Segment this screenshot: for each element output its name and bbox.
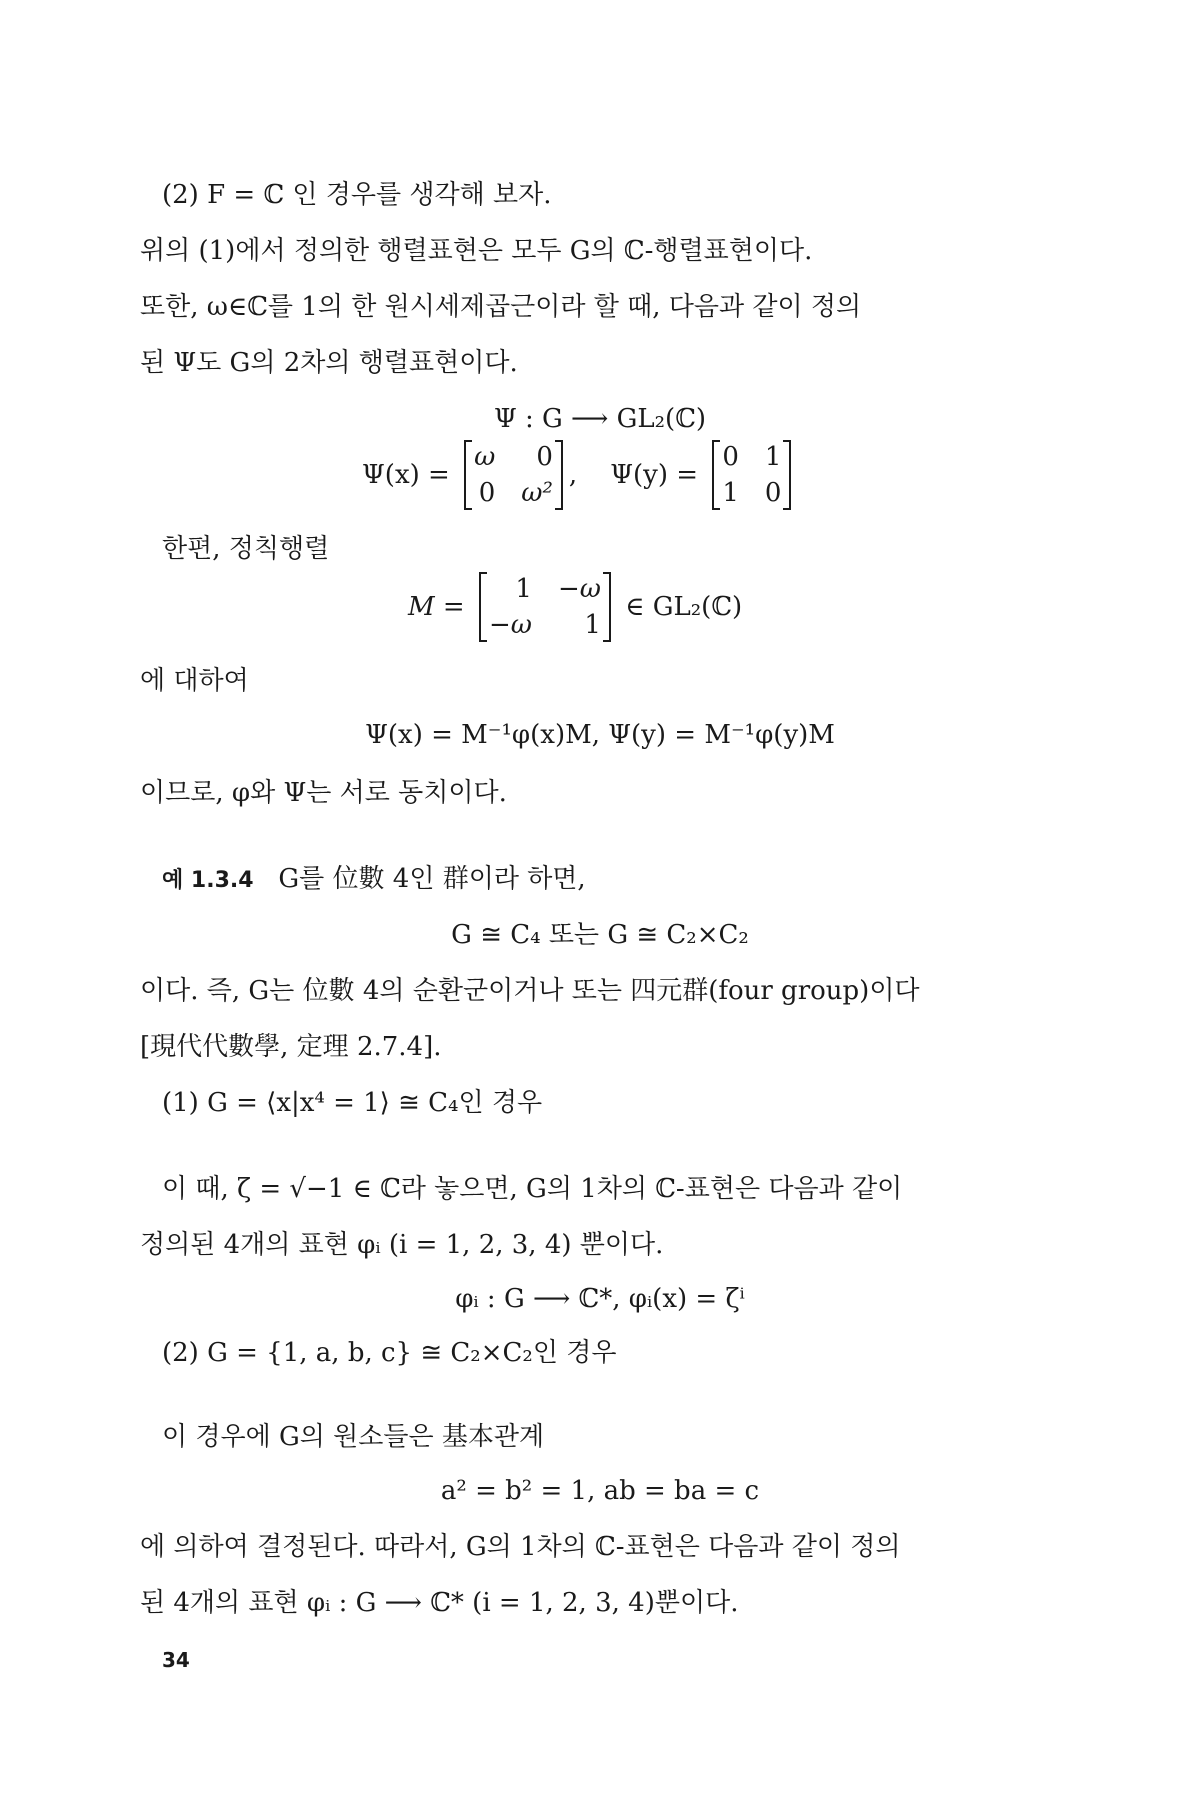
example-number: 예 1.3.4: [162, 868, 254, 893]
matrix-cell: 1: [722, 478, 739, 508]
matrix-psi-x: [464, 440, 563, 510]
matrix-cell: 0: [536, 442, 553, 472]
text-line: (2) G = {1, a, b, c} ≅ C₂×C₂인 경우: [162, 1338, 617, 1368]
text-line: 이므로, φ와 Ψ는 서로 동치이다.: [140, 778, 507, 808]
matrix-cell: 0: [722, 442, 739, 472]
matrix-cell: −ω: [488, 610, 532, 640]
matrix-cell: ω: [474, 442, 496, 472]
matrix-cell: 0: [764, 478, 782, 508]
equation-group-iso: G ≅ C₄ 또는 G ≅ C₂×C₂: [451, 920, 749, 950]
text-line: 정의된 4개의 표현 φᵢ (i = 1, 2, 3, 4) 뿐이다.: [140, 1230, 664, 1260]
equation-equivalence: Ψ(x) = M⁻¹φ(x)M, Ψ(y) = M⁻¹φ(y)M: [365, 720, 835, 750]
matrix-cell: 0: [478, 478, 496, 508]
m-label: M =: [408, 592, 465, 622]
example-heading: [162, 862, 586, 898]
equation-psi-map: Ψ : G ⟶ GL₂(ℂ): [493, 404, 707, 434]
page-number: 34: [162, 1648, 190, 1672]
equation-psi-matrices: Ψ(x) = ω 0 0 ω² , Ψ(y) = 0 1 1 0: [362, 440, 797, 510]
matrix-cell: 1: [584, 610, 601, 640]
text-line: 에 의하여 결정된다. 따라서, G의 1차의 ℂ-표현은 다음과 같이 정의: [140, 1532, 901, 1562]
matrix-cell: ω²: [521, 478, 553, 508]
matrix-m: [479, 572, 611, 642]
m-suffix: ∈ GL₂(ℂ): [625, 592, 743, 622]
matrix-cell: −ω: [557, 574, 601, 604]
text-line: 이다. 즉, G는 位數 4의 순환군이거나 또는 四元群(four group)이다: [140, 976, 920, 1006]
text-line: 위의 (1)에서 정의한 행렬표현은 모두 G의 ℂ-행렬표현이다.: [140, 236, 813, 266]
example-text: G를 位數 4인 群이라 하면,: [278, 864, 586, 894]
psi-y-label: Ψ(y) =: [610, 460, 699, 490]
matrix-psi-y: [712, 440, 791, 510]
text-line: 된 Ψ도 G의 2차의 행렬표현이다.: [140, 348, 518, 378]
text-line: 된 4개의 표현 φᵢ : G ⟶ ℂ* (i = 1, 2, 3, 4)뿐이다.: [140, 1588, 739, 1618]
text-line: 이 때, ζ = √−1 ∈ ℂ라 놓으면, G의 1차의 ℂ-표현은 다음과 같이: [162, 1174, 903, 1204]
text-line: 이 경우에 G의 원소들은 基本관계: [162, 1422, 545, 1452]
matrix-cell: 1: [764, 442, 782, 472]
text-line: 한편, 정칙행렬: [162, 534, 330, 564]
text-line: [現代代數學, 定理 2.7.4].: [140, 1032, 442, 1062]
psi-x-label: Ψ(x) =: [362, 460, 450, 490]
text-line: 에 대하여: [140, 666, 249, 696]
matrix-cell: 1: [515, 574, 532, 604]
text-line: 또한, ω∈ℂ를 1의 한 원시세제곱근이라 할 때, 다음과 같이 정의: [140, 292, 862, 322]
text-line: (1) G = ⟨x|x⁴ = 1⟩ ≅ C₄인 경우: [162, 1088, 543, 1118]
equation-m-matrix: [408, 572, 742, 642]
text-line: (2) F = ℂ 인 경우를 생각해 보자.: [162, 180, 552, 210]
equation-phi-def: φᵢ : G ⟶ ℂ*, φᵢ(x) = ζⁱ: [455, 1284, 745, 1314]
equation-relations: a² = b² = 1, ab = ba = c: [440, 1476, 760, 1506]
